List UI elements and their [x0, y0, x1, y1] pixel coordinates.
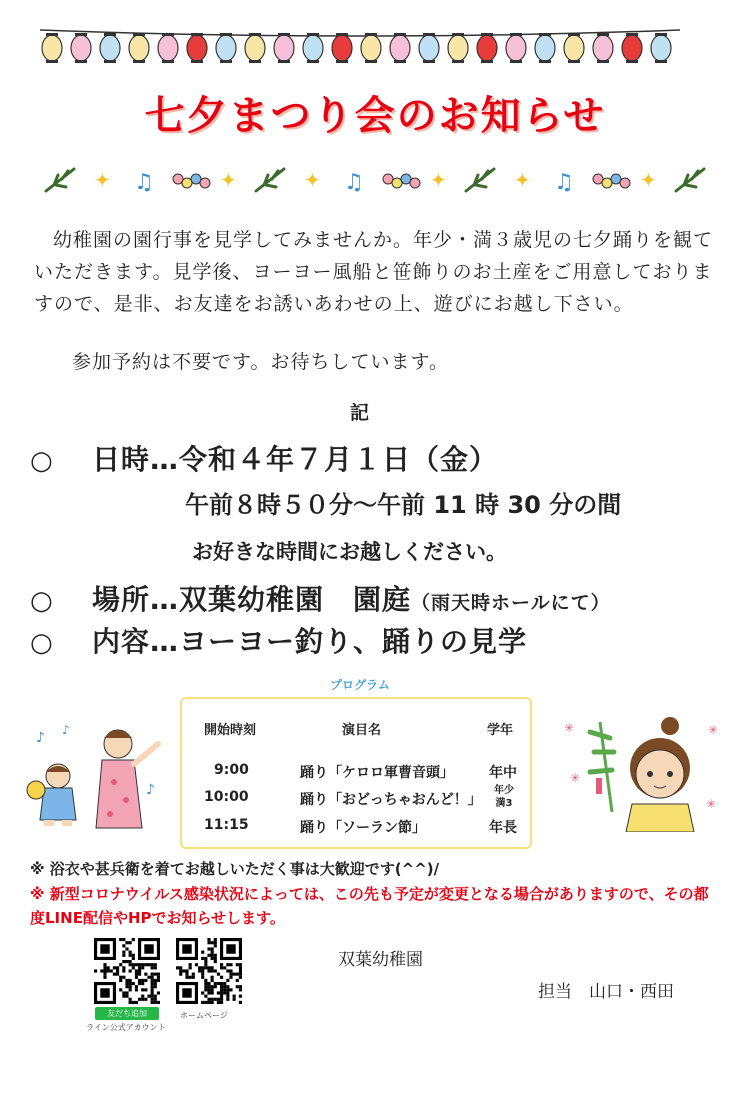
- circle-marker: ○: [30, 586, 54, 616]
- lantern-icon: [506, 35, 526, 61]
- lantern-garland-illustration: [40, 22, 680, 68]
- row-grade-stack: [494, 784, 514, 810]
- line-qr-code-icon[interactable]: [94, 938, 160, 1004]
- lantern-icon: [651, 35, 671, 61]
- lantern-icon: [187, 35, 207, 61]
- reservation-note: 参加予約は不要です。お待ちしています。: [72, 351, 449, 373]
- svg-text:♪: ♪: [146, 782, 155, 798]
- homepage-qr-code-icon[interactable]: [176, 938, 242, 1004]
- homepage-label: ホームページ: [180, 1011, 228, 1020]
- lantern-icon: [42, 35, 62, 61]
- star-ornament-icon: ✦: [220, 168, 237, 192]
- content-line: [30, 620, 527, 660]
- lantern-icon: [448, 35, 468, 61]
- lantern-icon: [303, 35, 323, 61]
- lantern-icon: [100, 35, 120, 61]
- beads-ornament-icon: [593, 174, 630, 188]
- place-text: 場所…双葉幼稚園 園庭: [92, 583, 412, 616]
- row-grade-secondary: 満3: [495, 798, 513, 809]
- circle-marker: ○: [30, 446, 54, 476]
- tanabata-ornament-row-illustration: [36, 155, 706, 203]
- note-ornament-icon: ♫: [134, 170, 154, 195]
- star-ornament-icon: ✦: [304, 168, 321, 192]
- svg-text:✳: ✳: [708, 723, 719, 737]
- school-name: 双葉幼稚園: [338, 950, 423, 970]
- svg-text:✳: ✳: [564, 721, 575, 735]
- dancing-children-illustration: [18, 720, 168, 832]
- place-rain-note: （雨天時ホールにて）: [411, 592, 611, 614]
- row-grade: 年長: [489, 820, 517, 836]
- lantern-icon: [477, 35, 497, 61]
- header-grade: 学年: [487, 723, 514, 738]
- leaf-ornament-icon: [46, 169, 74, 191]
- lantern-icon: [622, 35, 642, 61]
- program-title: プログラム: [330, 678, 390, 692]
- page-title: 七夕まつり会のお知らせ: [144, 93, 606, 139]
- star-ornament-icon: ✦: [430, 168, 447, 192]
- note-ornament-icon: ♫: [554, 170, 574, 195]
- svg-text:♪: ♪: [62, 723, 70, 737]
- lantern-icon: [158, 35, 178, 61]
- yukata-notice: ※ 浴衣や甚兵衛を着てお越しいただく事は大歓迎です(^^)/: [30, 860, 440, 878]
- row-name: 踊り「ソーラン節」: [300, 820, 426, 836]
- date-text: 日時…令和４年７月１日（金）: [92, 443, 499, 476]
- lantern-icon: [332, 35, 352, 61]
- row-name: 踊り「ケロロ軍曹音頭」: [300, 765, 454, 781]
- row-time: 11:15: [204, 817, 249, 833]
- svg-text:✳: ✳: [570, 771, 581, 785]
- lantern-icon: [71, 35, 91, 61]
- header-program-name: 演目名: [342, 723, 382, 738]
- covid-notice: ※ 新型コロナウイルス感染状況によっては、この先も予定が変更となる場合がありますので、その都度LINE配信やHPでお知らせします。: [30, 885, 709, 927]
- lantern-icon: [245, 35, 265, 61]
- star-ornament-icon: ✦: [514, 168, 531, 192]
- circle-marker: ○: [30, 628, 54, 658]
- lantern-icon: [535, 35, 555, 61]
- content-text: 内容…ヨーヨー釣り、踊りの見学: [92, 625, 528, 658]
- row-grade: 年中: [489, 765, 517, 781]
- row-time: 9:00: [214, 762, 249, 778]
- header-start-time: 開始時刻: [204, 723, 257, 738]
- lantern-icon: [274, 35, 294, 61]
- ki-heading: 記: [350, 402, 370, 424]
- place-line: [30, 578, 611, 618]
- program-table: [180, 697, 532, 849]
- choose-time-text: お好きな時間にお越しください。: [192, 540, 507, 564]
- svg-text:✳: ✳: [706, 797, 717, 811]
- lantern-icon: [390, 35, 410, 61]
- time-text: 午前８時５０分～午前 11 時 30 分の間: [185, 491, 622, 519]
- staff-contact: 担当 山口・西田: [538, 982, 674, 1002]
- star-ornament-icon: ✦: [640, 168, 657, 192]
- svg-text:♪: ♪: [36, 730, 45, 746]
- lantern-icon: [419, 35, 439, 61]
- leaf-ornament-icon: [466, 169, 494, 191]
- note-ornament-icon: ♫: [344, 170, 364, 195]
- lantern-icon: [593, 35, 613, 61]
- girl-with-bamboo-illustration: [560, 712, 720, 832]
- lantern-icon: [564, 35, 584, 61]
- beads-ornament-icon: [173, 174, 210, 188]
- intro-paragraph: 幼稚園の園行事を見学してみませんか。年少・満３歳児の七夕踊りを観ていただきます。見学後、ヨーヨー風船と笹飾りのお土産をご用意しておりますので、是非、お友達をお誘いあわせの上、遊びにお越し下さい。: [34, 229, 714, 315]
- star-ornament-icon: ✦: [94, 168, 111, 192]
- lantern-icon: [361, 35, 381, 61]
- row-time: 10:00: [204, 789, 249, 805]
- line-account-label: ライン公式アカウント: [86, 1023, 166, 1032]
- date-line: [30, 438, 498, 478]
- lantern-icon: [129, 35, 149, 61]
- line-add-friend-badge[interactable]: 友だち追加: [95, 1007, 159, 1020]
- leaf-ornament-icon: [676, 169, 704, 191]
- beads-ornament-icon: [383, 174, 420, 188]
- row-name: 踊り「おどっちゃおんど！」: [300, 792, 482, 808]
- row-grade: 年少: [494, 785, 514, 796]
- leaf-ornament-icon: [256, 169, 284, 191]
- lantern-icon: [216, 35, 236, 61]
